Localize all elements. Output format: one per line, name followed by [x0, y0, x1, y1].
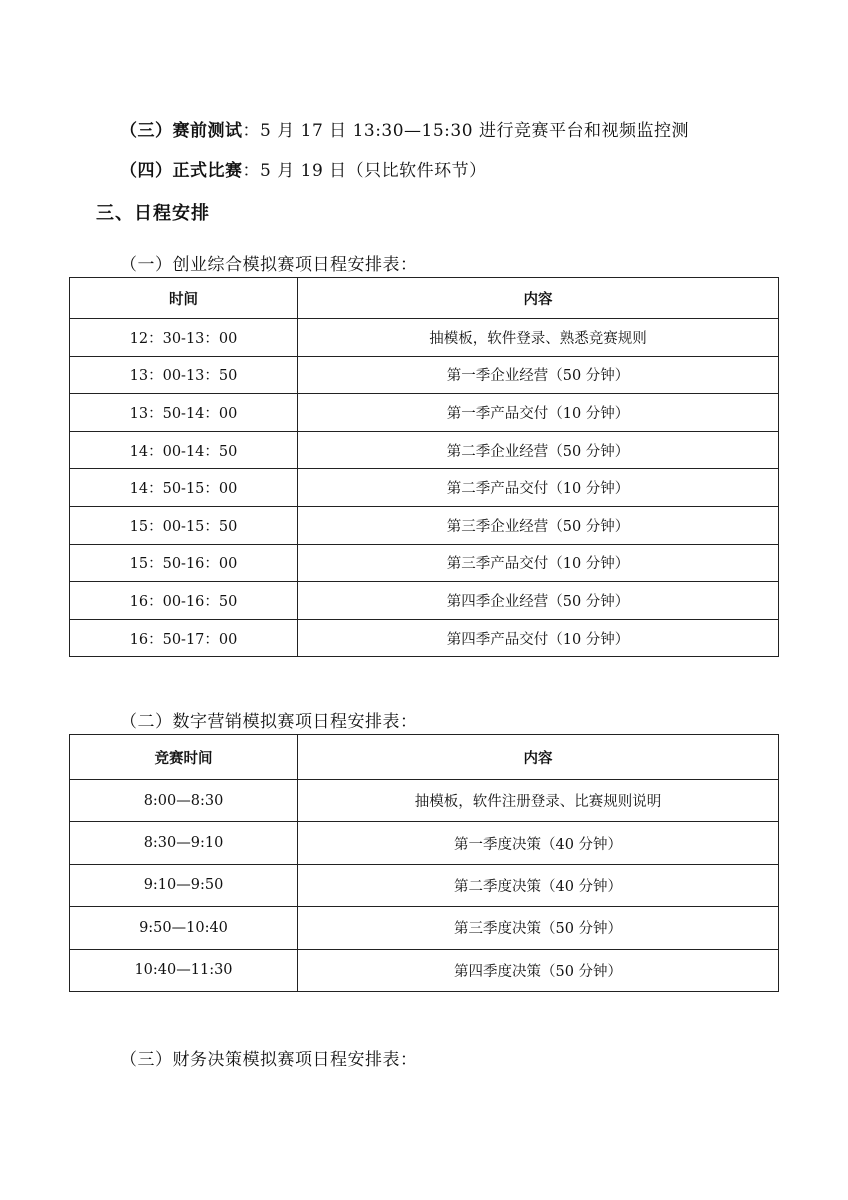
- table3-caption: （三）财务决策模拟赛项日程安排表：: [120, 1050, 418, 1070]
- content-cell: 第一季企业经营（50 分钟）: [298, 356, 779, 394]
- table-row: [70, 582, 779, 620]
- test-text: ：5 月 17 日 13:30—15:30 进行竞赛平台和视频监控测: [242, 121, 689, 141]
- content-cell: 抽模板，软件注册登录、比赛规则说明: [298, 780, 779, 822]
- content-cell: 第三季度决策（50 分钟）: [298, 907, 779, 949]
- competition-label: （四）正式比赛: [120, 161, 243, 181]
- table-row: [70, 822, 779, 864]
- table-row: [70, 907, 779, 949]
- content-cell: 第三季企业经营（50 分钟）: [298, 506, 779, 544]
- time-cell: 15：50-16：00: [70, 544, 298, 582]
- content-cell: 抽模板，软件登录、熟悉竞赛规则: [298, 319, 779, 357]
- table-row: [70, 619, 779, 657]
- schedule-table-2: [69, 734, 779, 992]
- table-row: [70, 469, 779, 507]
- time-cell: 8:30—9:10: [70, 822, 298, 864]
- time-cell: 16：50-17：00: [70, 619, 298, 657]
- table-header-cell: 竞赛时间: [70, 735, 298, 780]
- table-row: [70, 319, 779, 357]
- time-cell: 14：50-15：00: [70, 469, 298, 507]
- content-cell: 第二季企业经营（50 分钟）: [298, 431, 779, 469]
- time-cell: 16：00-16：50: [70, 582, 298, 620]
- content-cell: 第二季度决策（40 分钟）: [298, 864, 779, 906]
- section-title: 三、日程安排: [96, 203, 210, 224]
- time-cell: 15：00-15：50: [70, 506, 298, 544]
- time-cell: 12：30-13：00: [70, 319, 298, 357]
- time-cell: 9:50—10:40: [70, 907, 298, 949]
- time-cell: 13：50-14：00: [70, 394, 298, 432]
- table-header-cell: 内容: [298, 278, 779, 319]
- time-cell: 14：00-14：50: [70, 431, 298, 469]
- content-cell: 第二季产品交付（10 分钟）: [298, 469, 779, 507]
- table1-caption: （一）创业综合模拟赛项日程安排表：: [120, 255, 418, 275]
- competition-line: [120, 156, 487, 181]
- time-cell: 13：00-13：50: [70, 356, 298, 394]
- table-row: [70, 864, 779, 906]
- content-cell: 第四季度决策（50 分钟）: [298, 949, 779, 991]
- table-header-cell: 内容: [298, 735, 779, 780]
- table-row: [70, 356, 779, 394]
- time-cell: 9:10—9:50: [70, 864, 298, 906]
- table-header-row: [70, 278, 779, 319]
- table-row: [70, 949, 779, 991]
- table2-caption: （二）数字营销模拟赛项日程安排表：: [120, 712, 418, 732]
- time-cell: 10:40—11:30: [70, 949, 298, 991]
- competition-text: ：5 月 19 日（只比软件环节）: [242, 161, 487, 181]
- table-row: [70, 431, 779, 469]
- content-cell: 第一季产品交付（10 分钟）: [298, 394, 779, 432]
- content-cell: 第四季产品交付（10 分钟）: [298, 619, 779, 657]
- table-row: [70, 544, 779, 582]
- test-schedule-line: [120, 116, 689, 141]
- content-cell: 第三季产品交付（10 分钟）: [298, 544, 779, 582]
- content-cell: 第四季企业经营（50 分钟）: [298, 582, 779, 620]
- schedule-table-1: [69, 277, 779, 657]
- table-row: [70, 780, 779, 822]
- test-label: （三）赛前测试: [120, 121, 243, 141]
- table-header-cell: 时间: [70, 278, 298, 319]
- content-cell: 第一季度决策（40 分钟）: [298, 822, 779, 864]
- table-header-row: [70, 735, 779, 780]
- time-cell: 8:00—8:30: [70, 780, 298, 822]
- table-row: [70, 506, 779, 544]
- table-row: [70, 394, 779, 432]
